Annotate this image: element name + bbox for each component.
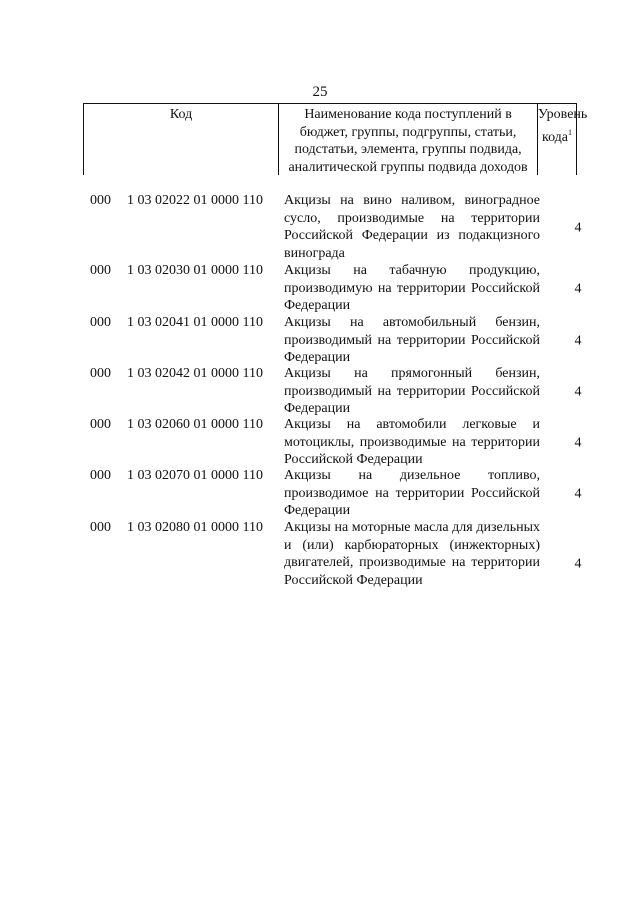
row-name: Акцизы на моторные масла для дизельных и (или) карбюраторных (инжекторных) двигателей, производимые на территории Российской Федерации: [284, 520, 540, 588]
row-prefix: 000: [90, 366, 111, 381]
row-level: 4: [574, 333, 582, 349]
row-code: 1 03 02022 01 0000 110: [127, 193, 263, 208]
row-prefix: 000: [90, 468, 111, 483]
table-row: [0, 416, 640, 467]
row-level: 4: [574, 435, 582, 451]
row-name: Акцизы на табачную продукцию, производимую на территории Российской Федерации: [284, 263, 540, 313]
row-code: 1 03 02030 01 0000 110: [127, 263, 263, 278]
page-number: 25: [312, 84, 328, 100]
row-code: 1 03 02060 01 0000 110: [127, 417, 263, 432]
row-prefix: 000: [90, 417, 111, 432]
table-row: [0, 467, 640, 519]
header-name: Наименование кода поступлений в бюджет, группы, подгруппы, статьи, подстатьи, элемента, группы подвида, аналитической группы подвида доходов: [278, 104, 538, 175]
row-level: 4: [574, 220, 582, 236]
table-row: [0, 192, 640, 262]
row-prefix: 000: [90, 193, 111, 208]
table-row: [0, 519, 640, 607]
row-code: 1 03 02080 01 0000 110: [127, 520, 263, 535]
row-name: Акцизы на автомобильный бензин, производимый на территории Российской Федерации: [284, 315, 540, 365]
table-header: [83, 103, 588, 175]
row-name: Акцизы на дизельное топливо, производимое на территории Российской Федерации: [284, 468, 540, 518]
row-level: 4: [574, 281, 582, 297]
table-row: [0, 314, 640, 365]
header-level: [538, 104, 588, 175]
table-body: [0, 192, 640, 607]
row-prefix: 000: [90, 263, 111, 278]
header-level-label: Уровень кода: [538, 107, 588, 145]
row-level: 4: [574, 486, 582, 502]
header-level-footnote: 1: [568, 127, 573, 137]
row-level: 4: [574, 556, 582, 572]
row-name: Акцизы на прямогонный бензин, производимый на территории Российской Федерации: [284, 366, 540, 416]
header-code: Код: [169, 107, 193, 122]
row-prefix: 000: [90, 315, 111, 330]
row-code: 1 03 02042 01 0000 110: [127, 366, 263, 381]
row-code: 1 03 02041 01 0000 110: [127, 315, 263, 330]
row-name: Акцизы на вино наливом, виноградное сусло, производимые на территории Российской Федерации из подакцизного винограда: [284, 193, 540, 261]
row-code: 1 03 02070 01 0000 110: [127, 468, 263, 483]
table-row: [0, 365, 640, 416]
row-level: 4: [574, 384, 582, 400]
row-prefix: 000: [90, 520, 111, 535]
row-name: Акцизы на автомобили легковые и мотоциклы, производимые на территории Российской Федерации: [284, 417, 540, 467]
table-row: [0, 262, 640, 314]
